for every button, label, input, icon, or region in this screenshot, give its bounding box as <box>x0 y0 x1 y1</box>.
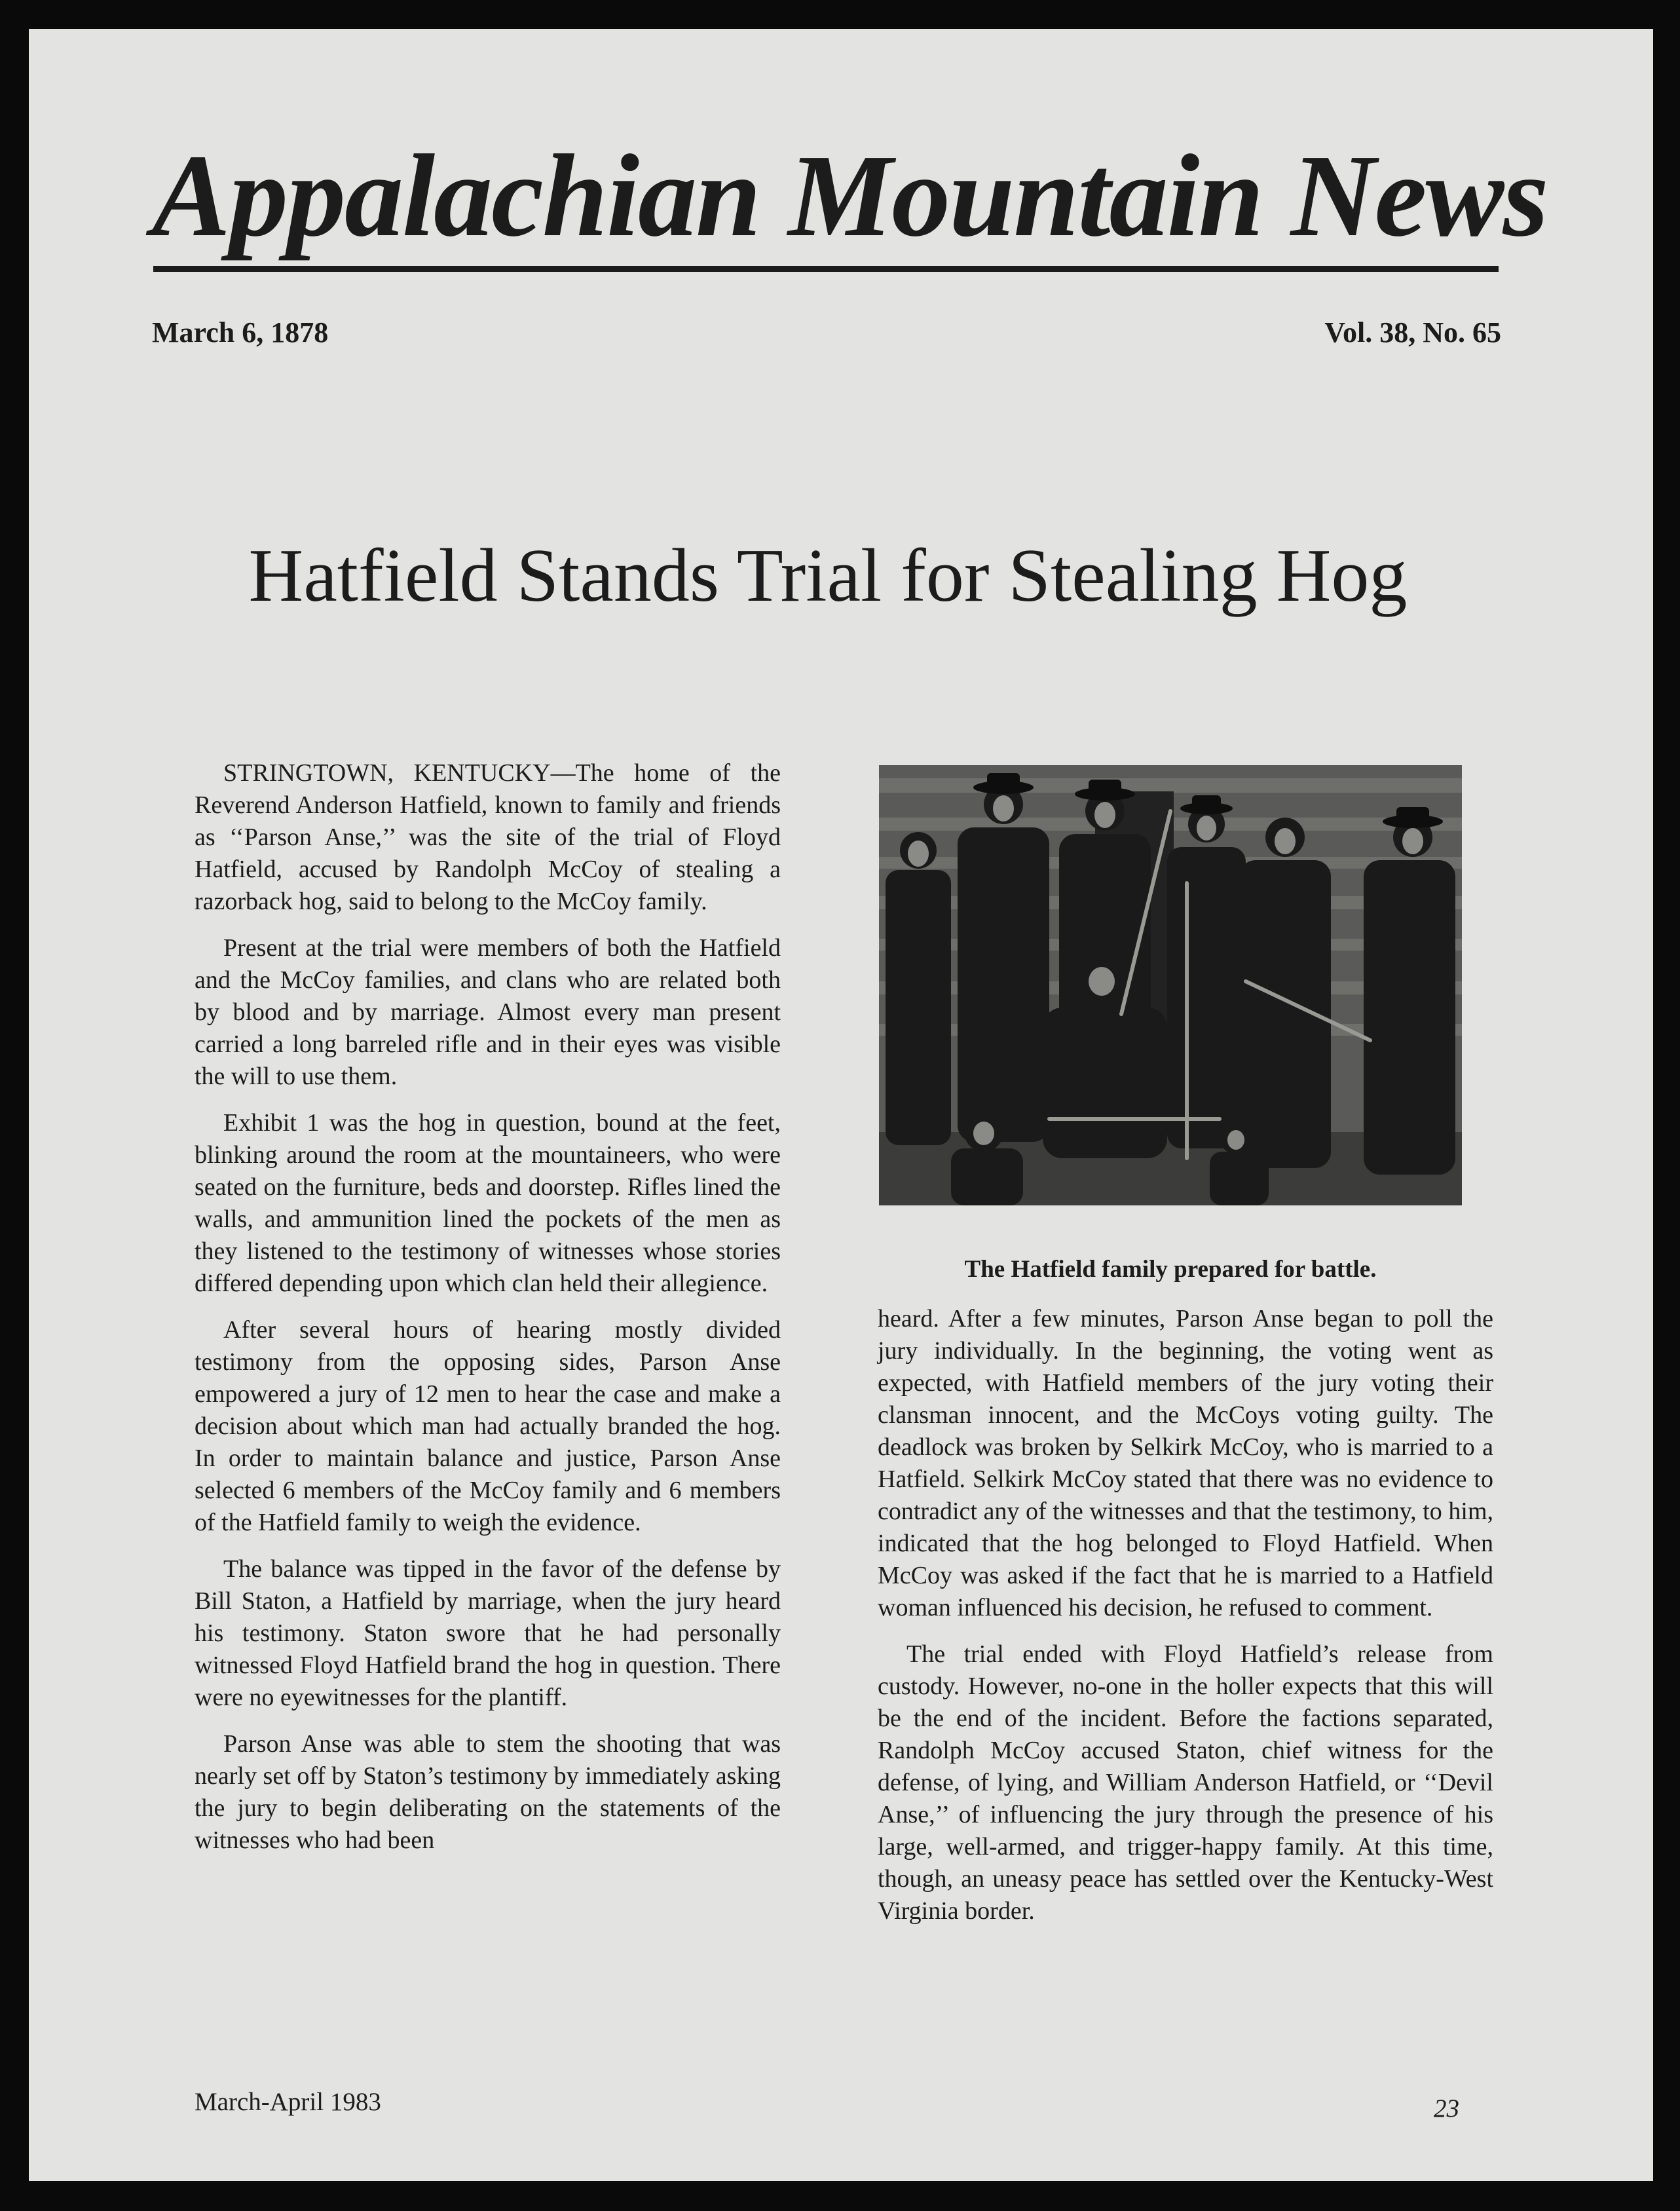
paragraph: Present at the trial were members of both the Hatfield and the McCoy families, and clans who are related both by blood and by marriage. Almost every man present carried a long barreled rifle and in their eyes was visible the will to use them. <box>195 934 781 1090</box>
hatfield-family-photo <box>879 765 1462 1205</box>
paragraph: Exhibit 1 was the hog in question, bound at the feet, blinking around the room at the mountaineers, who were seated on the furniture, beds and doorstep. Rifles lined the walls, and ammunition lined the pockets of the men as they listened to the testimony of witnesses whose stories differed depending upon which clan held their allegience. <box>195 1109 781 1297</box>
footer-issue: March-April 1983 <box>195 2088 381 2116</box>
magazine-page <box>29 29 1653 2181</box>
masthead-rule <box>153 266 1499 272</box>
paragraph-continuation: heard. After a few minutes, Parson Anse began to poll the jury individually. In the beginning, the voting went as expected, with Hatfield members of the jury voting their clansman innocent, and the McCoys voting guilty. The deadlock was broken by Selkirk McCoy, who is married to a Hatfield. Selkirk McCoy stated that there was no evidence to contradict any of the witnesses and that the testimony, to him, indicated that the hog belonged to Floyd Hatfield. When McCoy was asked if the fact that he is married to a Hatfield woman influenced his decision, he refused to comment. <box>878 1305 1493 1621</box>
article-column-right <box>878 1303 1493 1942</box>
issue-date: March 6, 1878 <box>152 316 329 349</box>
paragraph: The trial ended with Floyd Hatfield’s release from custody. However, no-one in the holler expects that this will be the end of the incident. Before the factions separated, Randolph McCoy accused Staton, chief witness for the defense, of lying, and William Anderson Hatfield, or ‘‘Devil Anse,’’ of influencing the jury through the presence of his large, well-armed, and trigger-happy family. At this time, though, an uneasy peace has settled over the Kentucky-West Virginia border. <box>878 1640 1493 1925</box>
paragraph: STRINGTOWN, KENTUCKY—The home of the Reverend Anderson Hatfield, known to family and friends as ‘‘Parson Anse,’’ was the site of the trial of Floyd Hatfield, accused by Randolph McCoy of stealing a razorback hog, said to belong to the McCoy family. <box>195 759 781 915</box>
paragraph: The balance was tipped in the favor of the defense by Bill Staton, a Hatfield by marriage, when the jury heard his testimony. Staton swore that he had personally witnessed Floyd Hatfield brand the hog in question. There were no eyewitnesses for the plantiff. <box>195 1555 781 1711</box>
issue-volume: Vol. 38, No. 65 <box>1324 316 1501 349</box>
paragraph: After several hours of hearing mostly divided testimony from the opposing sides, Parson Anse empowered a jury of 12 men to hear the case and make a decision about which man had actually branded the hog. In order to maintain balance and justice, Parson Anse selected 6 members of the McCoy family and 6 members of the Hatfield family to weigh the evidence. <box>195 1316 781 1536</box>
article-column-left <box>195 757 781 1871</box>
paragraph: Parson Anse was able to stem the shooting that was nearly set off by Staton’s testimony by immediately asking the jury to begin deliberating on the statements of the witnesses who had been <box>195 1730 781 1854</box>
masthead-title: Appalachian Mountain News <box>152 130 1548 261</box>
page-number: 23 <box>1434 2094 1459 2123</box>
article-headline: Hatfield Stands Trial for Stealing Hog <box>248 534 1408 618</box>
photo-caption: The Hatfield family prepared for battle. <box>964 1256 1377 1283</box>
